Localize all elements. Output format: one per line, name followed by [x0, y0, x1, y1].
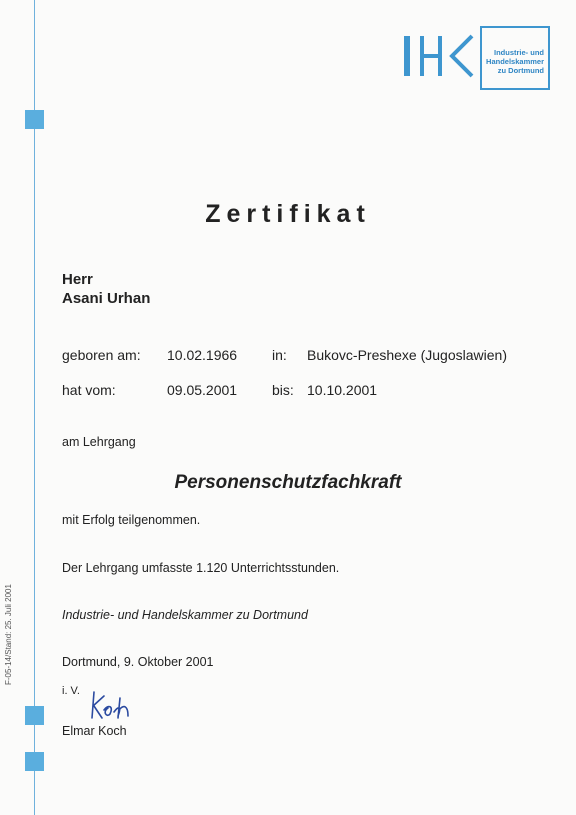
logo-org-line2: Handelskammer [486, 57, 544, 66]
course-name: Personenschutzfachkraft [174, 472, 402, 493]
period-label: hat vom: [62, 382, 116, 398]
signatory-name: Elmar Koch [62, 724, 127, 738]
recipient-salutation: Herr [62, 271, 93, 288]
handwritten-signature [88, 688, 134, 722]
ihk-logo [402, 22, 552, 94]
certificate-title: Zertifikat [205, 200, 371, 228]
period-start: 09.05.2001 [167, 382, 238, 398]
place-date: Dortmund, 9. Oktober 2001 [62, 655, 214, 669]
margin-marker-top [25, 110, 44, 129]
recipient-name: Asani Urhan [62, 290, 151, 307]
birth-place-label: in: [272, 347, 287, 363]
result-text: mit Erfolg teilgenommen. [62, 513, 201, 527]
margin-marker-middle [25, 706, 44, 725]
logo-org-line1: Industrie- und [494, 48, 544, 57]
margin-marker-bottom [25, 752, 44, 771]
birth-label: geboren am: [62, 347, 141, 363]
period-end-label: bis: [272, 382, 294, 398]
hours-text: Der Lehrgang umfasste 1.120 Unterrichtsstunden. [62, 561, 340, 575]
birth-date: 10.02.1966 [167, 347, 238, 363]
ihk-logo-mark [402, 22, 478, 94]
ihk-logo-text-box [480, 26, 550, 90]
proxy-abbreviation: i. V. [62, 685, 80, 697]
birth-place: Bukovc-Preshexe (Jugoslawien) [307, 347, 507, 363]
form-code: F-05-14/Stand: 25. Juli 2001 [4, 584, 13, 685]
issuer: Industrie- und Handelskammer zu Dortmund [62, 608, 308, 622]
period-end: 10.10.2001 [307, 382, 378, 398]
course-intro: am Lehrgang [62, 435, 136, 449]
logo-org-line3: zu Dortmund [497, 66, 544, 75]
